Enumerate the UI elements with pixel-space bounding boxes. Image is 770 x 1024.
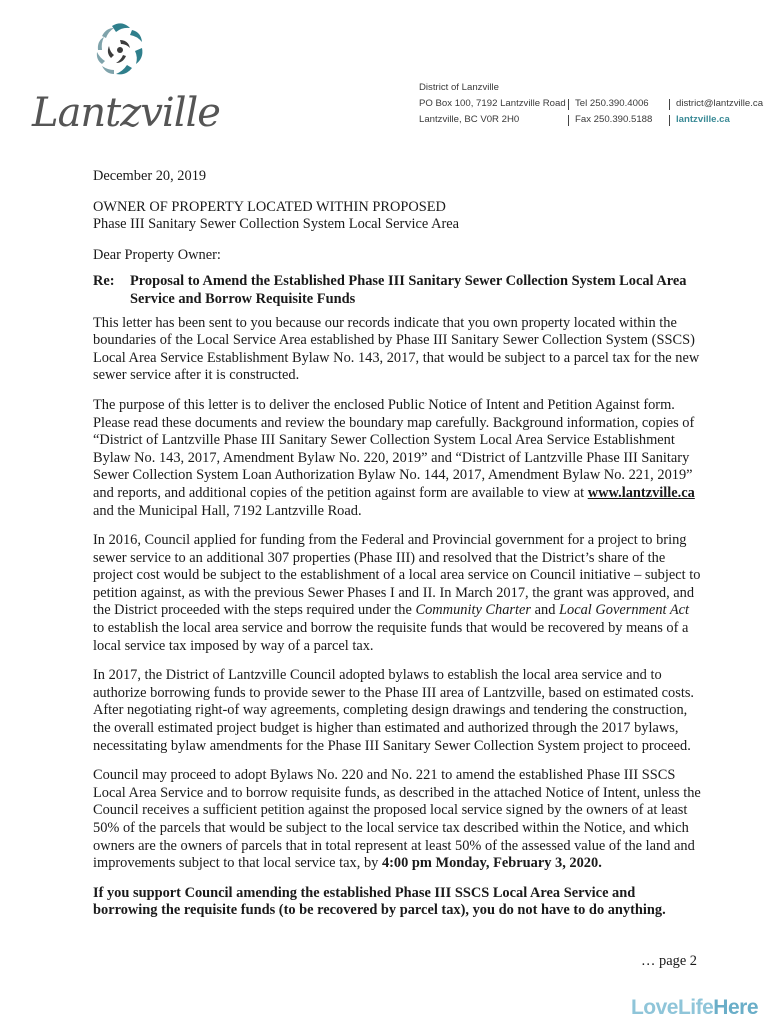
website-link[interactable]: lantzville.ca — [676, 114, 730, 125]
community-charter-title: Community Charter — [415, 602, 532, 619]
letter-date: December 20, 2019 — [93, 168, 207, 184]
paragraph-5-text: Council may proceed to adopt Bylaws No. 220 and No. 221 to amend the established Phase III SSCS Local Area Service and to borrow requisite funds, as described in the attached Notice of Intent, unless the Council receives a sufficient petition against the proposed local service signed by the owners of at least 50% of the parcels that would be subject to the local service tax described within the Notice, and which owners are the owners of parcels that in total represent at least 50% of the assessed value of the land and improvements subject to that local service tax, by — [93, 767, 701, 872]
re-label: Re: — [93, 273, 115, 290]
paragraph-3-tail: to establish the local area service and borrow the requisite funds that would be recovered by means of a local service tax imposed by way of a parcel tax. — [93, 620, 689, 654]
logo-swirl-icon — [14, 18, 194, 98]
address-line-3: Lantzville, BC V0R 2H0 — [419, 114, 520, 125]
lantzville-logo — [14, 18, 220, 136]
paragraph-4: In 2017, the District of Lantzville Council adopted bylaws to establish the local area service and to authorize borrowing funds to provide sewer to the Phase III area of Lantzville, based on estimated costs. After negotiating right-of way agreements, completing design drawings and tendering the construction, the overall estimated project budget is higher than estimated and authorized through the 2017 bylaws, necessitating bylaw amendments for the Phase III Sanitary Sewer Collection System project to proceed. — [93, 667, 695, 754]
divider — [669, 115, 670, 126]
letter-body — [93, 168, 703, 920]
telephone: Tel 250.390.4006 — [575, 98, 649, 109]
divider — [568, 99, 569, 110]
paragraph-2-tail: and the Municipal Hall, 7192 Lantzville Road. — [93, 502, 362, 519]
paragraph-2 — [93, 397, 703, 520]
salutation: Dear Property Owner: — [93, 246, 221, 263]
logo-wordmark: Lantzville — [32, 90, 220, 136]
address-line-1: District of Lanzville — [419, 82, 499, 93]
continuation-note: … page 2 — [641, 953, 697, 969]
paragraph-5 — [93, 767, 703, 873]
website-url-link[interactable]: www.lantzville.ca — [587, 484, 695, 501]
recipient-line-1: OWNER OF PROPERTY LOCATED WITHIN PROPOSED — [93, 198, 446, 215]
address-line-2: PO Box 100, 7192 Lantzville Road — [419, 98, 566, 109]
divider — [568, 115, 569, 126]
recipient-line-2: Phase III Sanitary Sewer Collection System Local Service Area — [93, 216, 460, 233]
paragraph-3-text: In 2016, Council applied for funding from the Federal and Provincial government for a project to bring sewer service to an additional 307 properties (Phase III) and resolved that the District’s share of the project cost would be subject to the establishment of a local area service on Council initiative – subject to petition against, as with the previous Sewer Phases I and II. In March 2017, the grant was approved, and the District proceeded with the steps required under the — [93, 532, 701, 619]
re-text: Proposal to Amend the Established Phase III Sanitary Sewer Collection System Local Area Service and Borrow Requisite Funds — [130, 273, 687, 307]
local-government-act-title: Local Government Act — [559, 602, 690, 619]
divider — [669, 99, 670, 110]
watermark-part-1: LoveLife — [630, 996, 714, 1019]
paragraph-2-text: The purpose of this letter is to deliver the enclosed Public Notice of Intent and Petition Against form. Please read these documents and review the boundary map carefully. Background information, copies of “District of Lantzville Phase III Sanitary Sewer Collection System Local Area Service Establishment Bylaw No. 143, 2017, Amendment Bylaw No. 220, 2019” and “District of Lantzville Phase III Sanitary Sewer Collection System Loan Authorization Bylaw No. 144, 2017, Amendment Bylaw No. 221, 2019” and reports, and additional copies of the petition against form are available to view at — [93, 396, 695, 501]
paragraph-6: If you support Council amending the established Phase III SSCS Local Area Service and borrowing the requisite funds (to be recovered by parcel tax), you do not have to do anything. — [93, 884, 666, 919]
paragraph-3 — [93, 532, 703, 655]
email-address: district@lantzville.ca — [676, 98, 764, 109]
subject-line — [93, 273, 703, 308]
fax: Fax 250.390.5188 — [575, 114, 653, 125]
watermark-part-2: Here — [713, 996, 758, 1019]
watermark — [631, 996, 758, 1020]
paragraph-1: This letter has been sent to you because our records indicate that you own property located within the boundaries of the Local Service Area established by Phase III Sanitary Sewer Collection System (SSCS) Local Area Service Establishment Bylaw No. 143, 2017, that would be subject to a parcel tax for the new sewer service after it is constructed. — [93, 314, 700, 384]
paragraph-3-and: and — [531, 602, 559, 619]
petition-deadline: 4:00 pm Monday, February 3, 2020. — [381, 855, 602, 872]
letterhead-address-block — [419, 80, 763, 128]
